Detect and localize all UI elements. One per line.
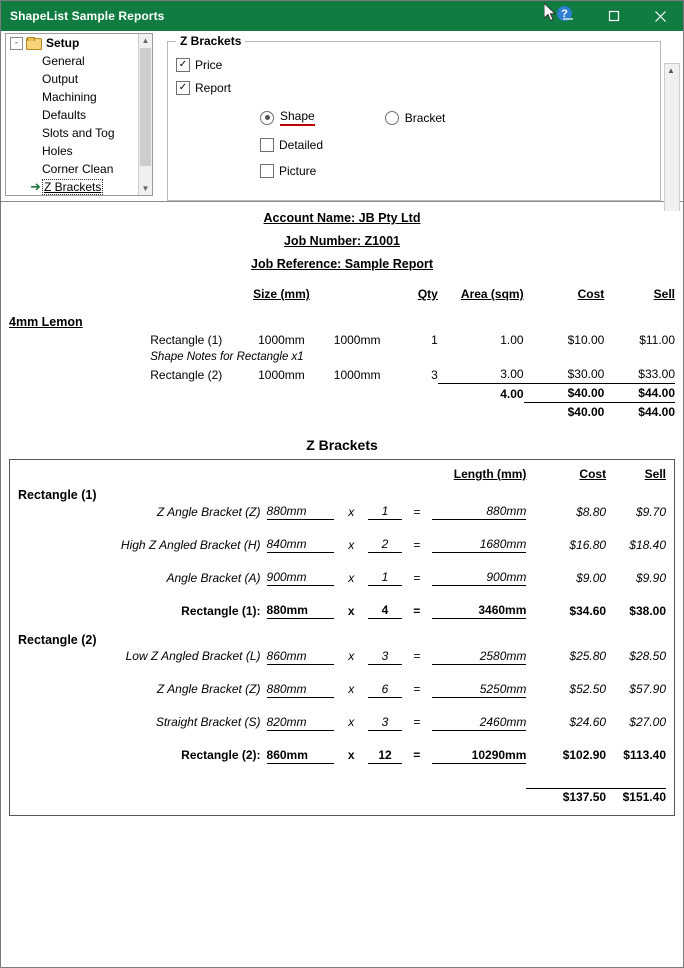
zb-group-total-row bbox=[18, 602, 666, 619]
tree-item-label: Output bbox=[42, 72, 79, 86]
zb-group-header bbox=[18, 482, 666, 503]
account-name-text: Account Name: JB Pty Ltd bbox=[263, 211, 421, 225]
col-qty: Qty bbox=[417, 287, 438, 301]
tree-item-label: Corner Clean bbox=[42, 162, 114, 176]
settings-pane bbox=[1, 31, 683, 202]
zb-length: 880mm bbox=[432, 503, 527, 520]
table-row bbox=[18, 681, 666, 698]
zb-qty: 1 bbox=[368, 569, 402, 586]
zb-cost: $24.60 bbox=[569, 715, 607, 729]
zb-total-cost: $34.60 bbox=[569, 603, 607, 618]
window-controls bbox=[545, 1, 683, 31]
shape-radio-row[interactable] bbox=[260, 109, 315, 126]
grand-total-sell: $151.40 bbox=[606, 788, 666, 805]
zb-cost: $25.80 bbox=[569, 649, 607, 663]
zb-equals: = bbox=[413, 504, 421, 519]
subtotal-sell: $44.00 bbox=[604, 384, 675, 403]
bracket-radio[interactable] bbox=[385, 111, 399, 125]
price-checkbox[interactable]: ✓ bbox=[176, 58, 190, 72]
shape-radio[interactable] bbox=[260, 111, 274, 125]
tree-scrollbar[interactable] bbox=[138, 34, 152, 195]
report-checkbox-row[interactable] bbox=[176, 81, 660, 95]
job-reference bbox=[9, 257, 675, 271]
table-header-row bbox=[9, 285, 675, 303]
zb-grand-total-row bbox=[18, 788, 666, 805]
detailed-checkbox[interactable] bbox=[260, 138, 274, 152]
material-row bbox=[9, 303, 675, 331]
price-label: Price bbox=[195, 58, 223, 72]
help-button[interactable]: ? bbox=[557, 6, 572, 21]
options-scrollbar[interactable] bbox=[664, 63, 680, 229]
scroll-up-icon[interactable]: ▲ bbox=[667, 65, 675, 75]
bracket-label: Bracket bbox=[404, 110, 446, 125]
table-row bbox=[9, 365, 675, 384]
shape-name: Rectangle (2) bbox=[150, 367, 223, 382]
zb-bracket-name: Z Angle Bracket (Z) bbox=[156, 682, 261, 696]
shape-notes: Shape Notes for Rectangle x1 bbox=[150, 351, 304, 363]
table-row bbox=[18, 714, 666, 731]
shape-height: 1000mm bbox=[333, 333, 381, 347]
account-name bbox=[9, 211, 675, 225]
zb-qty: 2 bbox=[368, 536, 402, 553]
zb-equals: = bbox=[413, 715, 421, 729]
sidebar-item-corner-clean[interactable] bbox=[6, 160, 152, 178]
zb-size: 860mm bbox=[267, 648, 335, 665]
price-checkbox-row[interactable] bbox=[176, 58, 660, 72]
zb-equals: = bbox=[413, 603, 421, 618]
zb-length: 1680mm bbox=[432, 536, 527, 553]
spacer-row bbox=[18, 763, 666, 788]
sidebar-item-output[interactable] bbox=[6, 70, 152, 88]
zb-times: x bbox=[348, 649, 355, 663]
shape-name: Rectangle (1) bbox=[150, 333, 223, 347]
shape-height: 1000mm bbox=[333, 367, 381, 382]
total-row bbox=[9, 403, 675, 422]
tree-root-setup[interactable] bbox=[6, 34, 152, 52]
zb-cost: $16.80 bbox=[569, 537, 607, 552]
report-checkbox[interactable]: ✓ bbox=[176, 81, 190, 95]
subtotal-row bbox=[9, 384, 675, 403]
zb-length: 2460mm bbox=[432, 714, 527, 731]
zb-header-row bbox=[18, 466, 666, 482]
picture-checkbox[interactable] bbox=[260, 164, 274, 178]
shape-sell: $11.00 bbox=[639, 333, 675, 347]
shape-qty: 3 bbox=[431, 367, 438, 382]
zb-total-length: 10290mm bbox=[432, 747, 527, 764]
zb-bracket-name: High Z Angled Bracket (H) bbox=[120, 537, 261, 552]
selection-arrow-icon: ➜ bbox=[30, 179, 41, 195]
z-brackets-box bbox=[9, 459, 675, 816]
zb-size: 900mm bbox=[267, 569, 335, 586]
subtotal-cost: $40.00 bbox=[524, 384, 605, 403]
table-row bbox=[18, 503, 666, 520]
shape-label: Shape bbox=[280, 109, 315, 126]
col-length: Length (mm) bbox=[453, 467, 527, 481]
zb-cost: $8.80 bbox=[576, 504, 607, 519]
sidebar-item-machining[interactable] bbox=[6, 88, 152, 106]
shape-area: 3.00 bbox=[500, 367, 524, 381]
zb-equals: = bbox=[413, 748, 421, 762]
scroll-up-icon[interactable]: ▲ bbox=[139, 34, 152, 47]
tree-item-label: Machining bbox=[42, 90, 97, 104]
zb-sell: $57.90 bbox=[629, 682, 666, 696]
spacer-row bbox=[18, 664, 666, 681]
zb-length: 2580mm bbox=[432, 648, 527, 665]
shape-qty: 1 bbox=[431, 333, 438, 347]
zb-sell: $18.40 bbox=[629, 537, 666, 552]
z-brackets-section-title: Z Brackets bbox=[306, 437, 378, 453]
col-sell: Sell bbox=[653, 287, 675, 301]
zb-size: 880mm bbox=[267, 681, 335, 698]
col-sell: Sell bbox=[644, 467, 666, 481]
report-preview bbox=[1, 211, 683, 824]
zb-group-name: Rectangle (2) bbox=[18, 632, 97, 647]
subtotal-area: 4.00 bbox=[438, 384, 524, 403]
settings-tree[interactable] bbox=[5, 33, 153, 196]
zb-total-sell: $38.00 bbox=[629, 603, 666, 618]
zb-total-label: Rectangle (2): bbox=[181, 748, 261, 762]
tree-root-label: Setup bbox=[46, 36, 80, 50]
zb-total-sell: $113.40 bbox=[623, 748, 666, 762]
zb-group-name: Rectangle (1) bbox=[18, 488, 97, 502]
zb-sell: $28.50 bbox=[629, 649, 666, 663]
shape-width: 1000mm bbox=[258, 333, 305, 347]
zb-sell: $9.90 bbox=[635, 570, 666, 585]
detailed-label: Detailed bbox=[279, 138, 324, 152]
table-row bbox=[9, 331, 675, 349]
minimize-button[interactable] bbox=[545, 1, 591, 31]
shape-width: 1000mm bbox=[258, 367, 305, 382]
zb-total-size: 880mm bbox=[267, 602, 335, 619]
zb-length: 5250mm bbox=[432, 681, 527, 698]
title-bar bbox=[1, 1, 683, 31]
tree-item-label: Z Brackets bbox=[44, 180, 102, 194]
zb-qty: 1 bbox=[368, 503, 402, 520]
job-reference-text: Job Reference: Sample Report bbox=[251, 257, 433, 271]
sidebar-item-holes[interactable] bbox=[6, 142, 152, 160]
spacer-row bbox=[18, 520, 666, 537]
tree-scroll-thumb[interactable] bbox=[140, 48, 151, 166]
window-title: ShapeList Sample Reports bbox=[10, 9, 165, 23]
zb-equals: = bbox=[413, 570, 421, 585]
group-title: Z Brackets bbox=[176, 34, 245, 48]
total-cost: $40.00 bbox=[524, 403, 605, 422]
shape-notes-row bbox=[9, 349, 675, 365]
grand-total-cost: $137.50 bbox=[526, 788, 606, 805]
zb-length: 900mm bbox=[432, 569, 527, 586]
zb-total-qty: 4 bbox=[368, 602, 402, 619]
zb-sell: $9.70 bbox=[635, 504, 666, 519]
sidebar-item-slots-and-tog[interactable] bbox=[6, 124, 152, 142]
maximize-button[interactable] bbox=[591, 1, 637, 31]
sidebar-item-general[interactable] bbox=[6, 52, 152, 70]
zb-times: x bbox=[348, 570, 355, 585]
zb-total-length: 3460mm bbox=[432, 602, 527, 619]
zb-group-header bbox=[18, 619, 666, 648]
spacer-row bbox=[18, 586, 666, 603]
bracket-radio-row[interactable] bbox=[385, 109, 446, 126]
zb-size: 840mm bbox=[267, 536, 335, 553]
shape-cost: $10.00 bbox=[567, 333, 605, 347]
picture-checkbox-row[interactable] bbox=[260, 164, 660, 178]
zb-times: x bbox=[348, 504, 355, 519]
report-label: Report bbox=[195, 81, 232, 95]
zb-bracket-name: Z Angle Bracket (Z) bbox=[156, 504, 261, 519]
tree-item-label: Defaults bbox=[42, 108, 87, 122]
tree-item-label: General bbox=[42, 54, 85, 68]
zb-sell: $27.00 bbox=[629, 715, 666, 729]
zb-cost: $52.50 bbox=[569, 682, 607, 696]
zb-qty: 6 bbox=[368, 681, 402, 698]
shape-cost: $30.00 bbox=[567, 367, 605, 381]
total-sell: $44.00 bbox=[604, 403, 675, 422]
col-cost: Cost bbox=[577, 287, 605, 301]
spacer-row bbox=[18, 553, 666, 570]
z-brackets-options-group bbox=[167, 34, 661, 201]
zb-qty: 3 bbox=[368, 648, 402, 665]
collapse-icon[interactable]: - bbox=[10, 37, 23, 50]
z-brackets-table bbox=[18, 466, 666, 805]
spacer-row bbox=[18, 697, 666, 714]
tree-item-label: Slots and Tog bbox=[42, 126, 115, 140]
col-size: Size (mm) bbox=[253, 287, 310, 301]
zb-size: 880mm bbox=[267, 503, 335, 520]
job-number bbox=[9, 234, 675, 248]
folder-icon bbox=[26, 37, 41, 49]
tree-item-label: Holes bbox=[42, 144, 73, 158]
sidebar-item-z-brackets[interactable] bbox=[6, 178, 152, 196]
sidebar-item-defaults[interactable] bbox=[6, 106, 152, 124]
zb-bracket-name: Straight Bracket (S) bbox=[155, 715, 261, 729]
zb-total-label: Rectangle (1): bbox=[181, 603, 261, 618]
zb-times: x bbox=[348, 715, 355, 729]
picture-label: Picture bbox=[279, 164, 317, 178]
zb-bracket-name: Low Z Angled Bracket (L) bbox=[125, 649, 261, 663]
zb-equals: = bbox=[413, 537, 421, 552]
zb-times: x bbox=[348, 537, 355, 552]
job-number-text: Job Number: Z1001 bbox=[283, 234, 400, 248]
shape-sell: $33.00 bbox=[638, 367, 675, 381]
shape-area: 1.00 bbox=[500, 333, 524, 347]
zb-equals: = bbox=[413, 649, 421, 663]
zb-total-cost: $102.90 bbox=[562, 748, 607, 762]
zb-cost: $9.00 bbox=[576, 570, 607, 585]
shapes-table bbox=[9, 285, 675, 421]
detailed-checkbox-row[interactable] bbox=[260, 138, 660, 152]
zb-bracket-name: Angle Bracket (A) bbox=[166, 570, 261, 585]
zb-size: 820mm bbox=[267, 714, 335, 731]
spacer-row bbox=[18, 730, 666, 747]
col-area: Area (sqm) bbox=[460, 287, 524, 301]
zb-qty: 3 bbox=[368, 714, 402, 731]
col-cost: Cost bbox=[579, 467, 607, 481]
scroll-down-icon[interactable]: ▼ bbox=[139, 182, 152, 195]
zb-total-qty: 12 bbox=[368, 747, 402, 764]
close-button[interactable] bbox=[637, 1, 683, 31]
zb-times: x bbox=[348, 682, 355, 696]
zb-times: x bbox=[347, 603, 355, 618]
zb-total-size: 860mm bbox=[267, 747, 335, 764]
table-row bbox=[18, 536, 666, 553]
zb-times: x bbox=[347, 748, 355, 762]
zb-group-total-row bbox=[18, 747, 666, 764]
table-row bbox=[18, 569, 666, 586]
zb-equals: = bbox=[413, 682, 421, 696]
table-row bbox=[18, 648, 666, 665]
material-label: 4mm Lemon bbox=[9, 315, 83, 329]
